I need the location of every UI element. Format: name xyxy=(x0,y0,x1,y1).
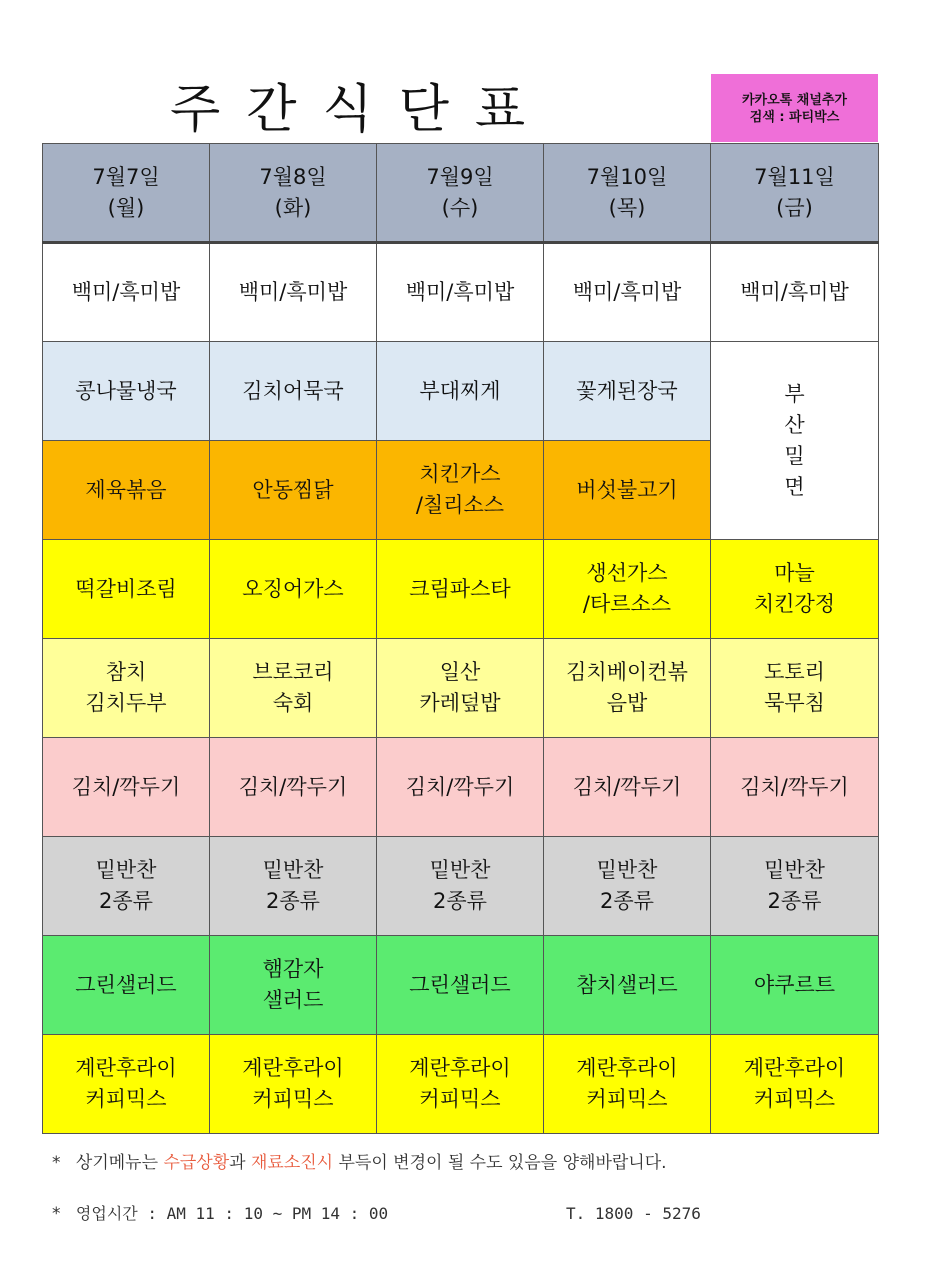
day-header xyxy=(711,144,879,243)
menu-cell xyxy=(711,639,879,738)
menu-cell xyxy=(544,1035,711,1134)
day-header xyxy=(210,144,377,243)
notice-highlight: 수급상황 xyxy=(163,1153,230,1173)
menu-row-soup xyxy=(43,342,879,441)
menu-cell xyxy=(711,1035,879,1134)
menu-cell xyxy=(711,540,879,639)
menu-cell xyxy=(544,837,711,936)
menu-item: 백미/흑미밥 xyxy=(572,280,682,304)
menu-cell xyxy=(43,540,210,639)
day-weekday: (금) xyxy=(776,195,813,220)
menu-item: 야쿠르트 xyxy=(753,972,836,997)
menu-cell xyxy=(711,243,879,342)
menu-cell xyxy=(377,936,544,1035)
menu-cell xyxy=(377,243,544,342)
kakao-search-line: 검색 : 파티박스 xyxy=(749,110,840,125)
menu-item: 부대찌게 xyxy=(419,378,501,403)
business-hours: 영업시간 : AM 11 : 10 ~ PM 14 : 00 xyxy=(75,1204,389,1223)
menu-cell xyxy=(43,243,210,342)
footer-notes xyxy=(52,1148,912,1229)
page-title: 주간식단표 xyxy=(170,80,552,140)
menu-item: 안동찜닭 xyxy=(252,477,334,502)
menu-item: 크림파스타 xyxy=(409,576,511,601)
menu-item: 그린샐러드 xyxy=(409,972,511,997)
day-weekday: (월) xyxy=(107,195,145,220)
day-weekday: (화) xyxy=(274,195,312,220)
menu-cell xyxy=(544,441,711,540)
menu-item: 김치/깍두기 xyxy=(405,774,515,799)
menu-cell xyxy=(43,936,210,1035)
menu-row-extra xyxy=(43,1035,879,1134)
business-hours-line xyxy=(52,1199,912,1229)
menu-cell xyxy=(544,540,711,639)
menu-cell xyxy=(43,639,210,738)
day-weekday: (수) xyxy=(441,195,479,220)
menu-item: 김치/깍두기 xyxy=(238,774,348,799)
menu-item: 브로코리 숙회 xyxy=(252,660,334,715)
notice-text: 부득이 변경이 될 수도 있음을 양해바랍니다. xyxy=(338,1153,667,1173)
bullet-star: * xyxy=(52,1204,61,1224)
menu-item: 백미/흑미밥 xyxy=(740,280,849,304)
menu-item: 버섯불고기 xyxy=(576,477,678,502)
menu-item: 계란후라이 커피믹스 xyxy=(75,1056,177,1111)
menu-item: 마늘 치킨강정 xyxy=(753,561,836,616)
menu-item: 도토리 묵무침 xyxy=(764,660,825,715)
menu-item: 백미/흑미밥 xyxy=(405,280,515,304)
menu-item: 계란후라이 커피믹스 xyxy=(576,1056,678,1111)
weekly-menu-table xyxy=(42,143,879,1134)
menu-item: 밑반찬 2종류 xyxy=(764,858,825,913)
menu-item: 꽃게된장국 xyxy=(576,378,678,403)
day-header xyxy=(544,144,711,243)
menu-item: 제육볶음 xyxy=(85,477,167,502)
menu-cell xyxy=(43,342,210,441)
day-date: 7월8일 xyxy=(259,164,327,189)
menu-cell xyxy=(43,1035,210,1134)
menu-item: 치킨가스 /칠리소스 xyxy=(415,462,505,517)
menu-item: 계란후라이 커피믹스 xyxy=(743,1056,846,1111)
menu-row-side2 xyxy=(43,639,879,738)
menu-cell xyxy=(377,342,544,441)
menu-cell xyxy=(210,243,377,342)
menu-row-banchan xyxy=(43,837,879,936)
day-header xyxy=(377,144,544,243)
bullet-star: * xyxy=(52,1153,61,1173)
menu-item: 생선가스 /타르소스 xyxy=(582,561,672,616)
menu-item: 김치/깍두기 xyxy=(740,774,849,799)
menu-item: 밑반찬 2종류 xyxy=(262,858,324,913)
menu-row-rice xyxy=(43,243,879,342)
menu-item: 밑반찬 2종류 xyxy=(596,858,658,913)
menu-cell xyxy=(377,837,544,936)
menu-item: 밑반찬 2종류 xyxy=(429,858,491,913)
menu-cell xyxy=(210,441,377,540)
notice-text: 상기메뉴는 xyxy=(75,1153,159,1173)
menu-row-side1 xyxy=(43,540,879,639)
day-header-row xyxy=(43,144,879,243)
day-weekday: (목) xyxy=(608,195,646,220)
menu-cell xyxy=(210,1035,377,1134)
menu-item: 참치샐러드 xyxy=(576,972,678,997)
menu-item: 김치/깍두기 xyxy=(71,774,181,799)
menu-cell xyxy=(377,639,544,738)
menu-item: 콩나물냉국 xyxy=(75,378,177,403)
menu-cell xyxy=(544,936,711,1035)
menu-cell xyxy=(43,441,210,540)
menu-item: 백미/흑미밥 xyxy=(71,280,181,304)
menu-cell xyxy=(43,738,210,837)
menu-cell xyxy=(544,639,711,738)
day-date: 7월9일 xyxy=(426,164,494,189)
menu-cell xyxy=(210,738,377,837)
menu-cell xyxy=(210,837,377,936)
menu-cell xyxy=(377,540,544,639)
day-date: 7월10일 xyxy=(586,164,668,189)
menu-change-notice xyxy=(52,1148,912,1178)
menu-item: 일산 카레덮밥 xyxy=(419,660,501,715)
day-header xyxy=(43,144,210,243)
friday-special-cell xyxy=(711,342,879,540)
kakao-channel-line: 카카오톡 채널추가 xyxy=(742,93,847,108)
menu-cell xyxy=(544,738,711,837)
menu-row-salad xyxy=(43,936,879,1035)
menu-item: 계란후라이 커피믹스 xyxy=(409,1056,511,1111)
menu-cell xyxy=(377,1035,544,1134)
menu-cell xyxy=(544,243,711,342)
menu-item: 김치/깍두기 xyxy=(572,774,682,799)
menu-cell xyxy=(377,738,544,837)
menu-cell xyxy=(711,837,879,936)
menu-item: 그린샐러드 xyxy=(75,972,177,997)
notice-highlight: 재료소진시 xyxy=(250,1153,334,1173)
menu-item: 오징어가스 xyxy=(242,576,344,601)
menu-cell xyxy=(210,639,377,738)
menu-item: 햄감자 샐러드 xyxy=(262,957,324,1012)
day-date: 7월7일 xyxy=(92,164,160,189)
menu-item: 떡갈비조림 xyxy=(75,576,177,601)
menu-item: 김치베이컨볶 음밥 xyxy=(566,660,688,715)
menu-cell xyxy=(43,837,210,936)
menu-cell xyxy=(544,342,711,441)
menu-item: 밑반찬 2종류 xyxy=(95,858,157,913)
menu-item: 참치 김치두부 xyxy=(85,660,167,715)
menu-cell xyxy=(210,342,377,441)
friday-special-item: 부 산 밀 면 xyxy=(784,381,805,499)
day-date: 7월11일 xyxy=(754,164,835,189)
menu-row-kimchi xyxy=(43,738,879,837)
menu-item: 김치어묵국 xyxy=(242,378,344,403)
menu-cell xyxy=(711,936,879,1035)
menu-cell xyxy=(210,936,377,1035)
menu-item: 백미/흑미밥 xyxy=(238,280,348,304)
menu-cell xyxy=(210,540,377,639)
kakao-channel-badge xyxy=(711,74,878,142)
menu-cell xyxy=(377,441,544,540)
menu-cell xyxy=(711,738,879,837)
notice-text: 과 xyxy=(229,1153,246,1173)
phone-number: T. 1800 - 5276 xyxy=(566,1204,701,1223)
menu-item: 계란후라이 커피믹스 xyxy=(242,1056,344,1111)
